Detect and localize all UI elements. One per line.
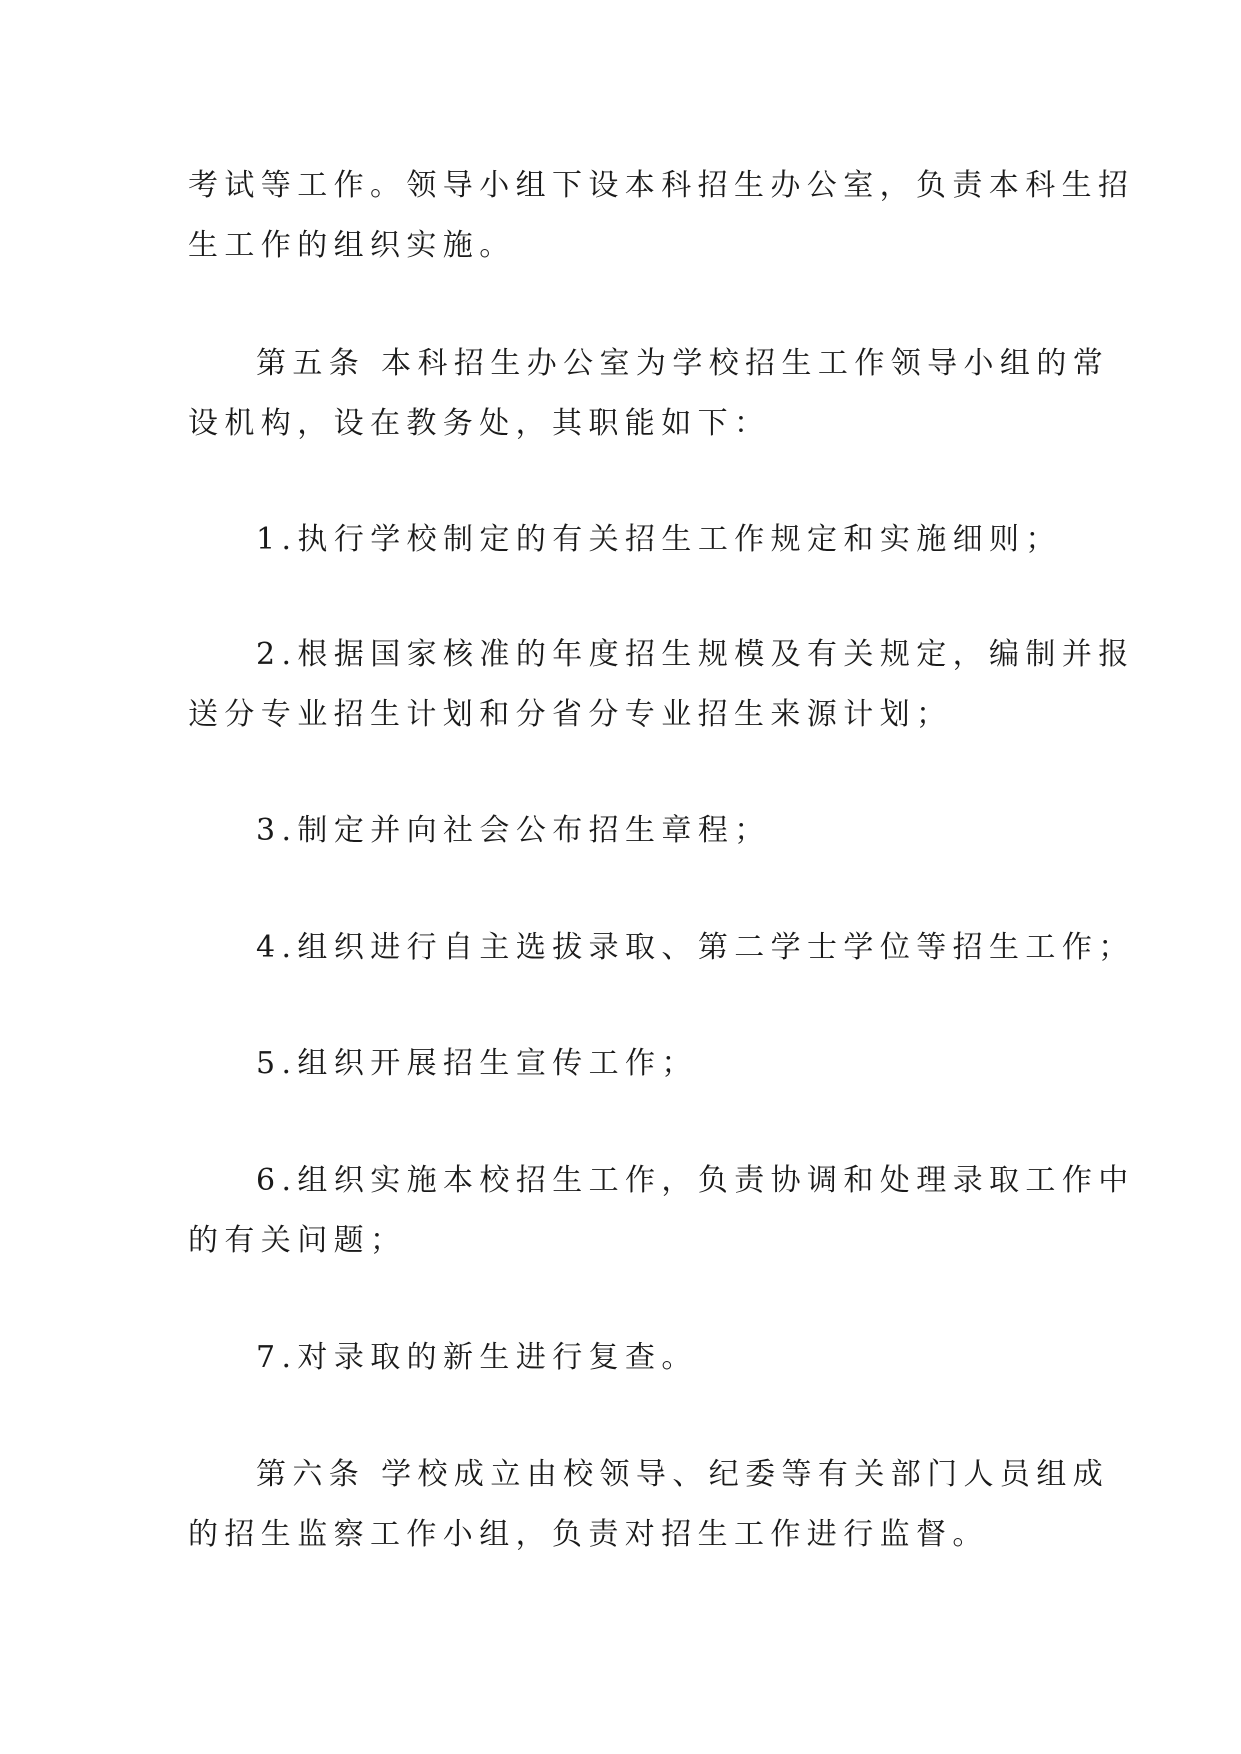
paragraph-line: 的招生监察工作小组，负责对招生工作进行监督。	[188, 1517, 989, 1552]
list-item-5: 5.组织开展招生宣传工作；	[256, 1046, 698, 1081]
list-item-6: 6.组织实施本校招生工作，负责协调和处理录取工作中	[256, 1163, 1135, 1198]
paragraph-line: 考试等工作。领导小组下设本科招生办公室，负责本科生招	[188, 168, 1135, 203]
list-item-2-continued: 送分专业招生计划和分省分专业招生来源计划；	[188, 697, 953, 732]
list-item-2: 2.根据国家核准的年度招生规模及有关规定，编制并报	[256, 637, 1135, 672]
list-item-4: 4.组织进行自主选拔录取、第二学士学位等招生工作；	[256, 930, 1135, 965]
list-item-1: 1.执行学校制定的有关招生工作规定和实施细则；	[256, 522, 1062, 557]
list-item-6-continued: 的有关问题；	[188, 1223, 407, 1258]
list-item-3: 3.制定并向社会公布招生章程；	[256, 813, 771, 848]
article-5-heading-line: 第五条 本科招生办公室为学校招生工作领导小组的常	[256, 346, 1110, 381]
paragraph-line: 设机构，设在教务处，其职能如下：	[188, 406, 771, 441]
paragraph-line: 生工作的组织实施。	[188, 228, 516, 263]
article-6-heading-line: 第六条 学校成立由校领导、纪委等有关部门人员组成	[256, 1457, 1110, 1492]
list-item-7: 7.对录取的新生进行复查。	[256, 1340, 698, 1375]
